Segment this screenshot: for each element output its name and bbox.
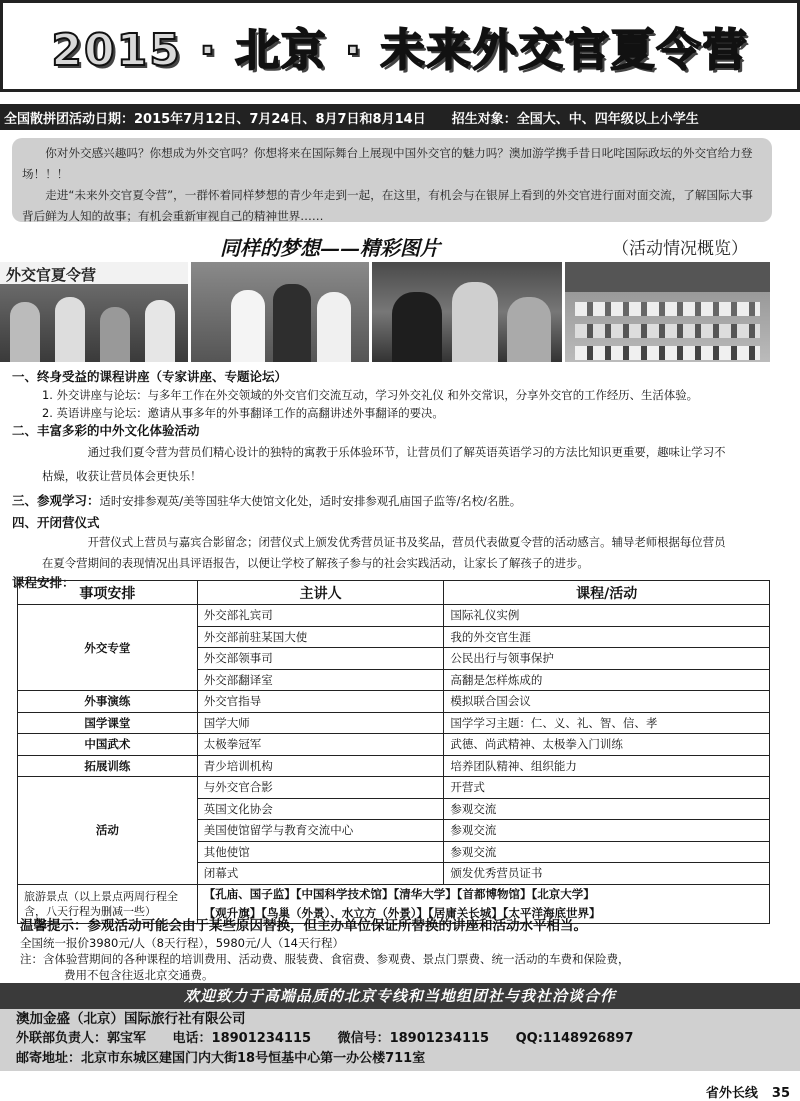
table-row [18, 712, 770, 734]
contact-phone: 电话：18901234115 [172, 1031, 312, 1046]
category-cell: 活动 [18, 777, 198, 885]
section-1-item-2: 2. 英语讲座与论坛：邀请从事多年的外事翻译工作的高翻讲述外事翻译的要决。 [42, 406, 444, 420]
speaker-cell: 外交部领事司 [197, 648, 444, 670]
course-cell: 参观交流 [444, 798, 770, 820]
fee-note-1: 注：含体验营期间的各种课程的培训费用、活动费、服装费、食宿费、参观费、景点门票费、统一活动的车费和保险费， [20, 952, 630, 966]
section-4-body-2: 在夏令营期间的表现情况出具评语报告，以便让学校了解孩子参与的社会实践活动，让家长了解孩子的进步。 [42, 556, 589, 570]
section-name: 省外长线 [705, 1086, 758, 1101]
speaker-cell: 美国使馆留学与教育交流中心 [197, 820, 444, 842]
photo-group-banner [0, 262, 188, 362]
section-2-body-1: 通过我们夏令营为营员们精心设计的独特的寓教于乐体验环节，让营员们了解英语英语学习的方法比知识更重要，趣味让学习不 [87, 445, 726, 459]
speaker-cell: 闭幕式 [197, 863, 444, 885]
page-number: 35 [771, 1086, 790, 1101]
photo-classroom [372, 262, 562, 362]
speaker-cell: 外交部翻译室 [197, 669, 444, 691]
speaker-cell: 国学大师 [197, 712, 444, 734]
course-cell: 培养团队精神、组织能力 [444, 755, 770, 777]
course-cell: 武德、尚武精神、太极拳入门训练 [444, 734, 770, 756]
course-cell: 参观交流 [444, 841, 770, 863]
mailing-address: 邮寄地址：北京市东城区建国门内大街18号恒基中心第一办公楼711室 [16, 1051, 426, 1066]
section-1-item-1: 1. 外交讲座与论坛：与多年工作在外交领域的外交官们交流互动，学习外交礼仪 和外交常识，分享外交官的工作经历、生活体验。 [42, 388, 698, 402]
section-3-body: 适时安排参观英/美等国驻华大使馆文化处，适时安排参观孔庙国子监等/名校/名胜。 [99, 494, 522, 508]
contact-footer [0, 983, 800, 1071]
column-header: 主讲人 [197, 581, 444, 605]
price-line: 全国统一报价3980元/人（8天行程），5980元/人（14天行程） [20, 936, 344, 950]
section-2-body-2: 枯燥，收获让营员体会更快乐！ [42, 469, 202, 483]
program-sections [12, 368, 782, 592]
category-cell: 外事演练 [18, 691, 198, 713]
section-1-title: 一、终身受益的课程讲座（专家讲座、专题论坛） [12, 369, 288, 384]
intro-box [12, 138, 772, 222]
cooperation-banner: 欢迎致力于高端品质的北京专线和当地组团社与我社洽谈合作 [0, 983, 800, 1009]
speaker-cell: 英国文化协会 [197, 798, 444, 820]
company-name: 澳加金盛（北京）国际旅行社有限公司 [16, 1011, 246, 1027]
table-row [18, 755, 770, 777]
course-cell: 模拟联合国会议 [444, 691, 770, 713]
photo-diplomat-students [191, 262, 369, 362]
column-header: 事项安排 [18, 581, 198, 605]
speaker-cell: 其他使馆 [197, 841, 444, 863]
target-audience: 招生对象：全国大、中、四年级以上小学生 [451, 111, 699, 127]
fee-note-2: 费用不包含往返北京交通费。 [64, 968, 214, 982]
category-cell: 国学课堂 [18, 712, 198, 734]
warm-tip: 温馨提示：参观活动可能会由于某些原因替换，但主办单位保证所替换的讲座和活动水平相当。 [20, 918, 587, 934]
speaker-cell: 外交部前驻某国大使 [197, 626, 444, 648]
course-cell: 国学学习主题：仁、义、礼、智、信、孝 [444, 712, 770, 734]
course-cell: 高翻是怎样炼成的 [444, 669, 770, 691]
attractions-line-1: 【孔庙、国子监】【中国科学技术馆】【清华大学】【首都博物馆】【北京大学】 [203, 886, 595, 901]
speaker-cell: 青少培训机构 [197, 755, 444, 777]
photo-overview-label: （活动情况概览） [612, 239, 748, 259]
table-row [18, 605, 770, 627]
schedule-table [17, 580, 770, 924]
table-header-row [18, 581, 770, 605]
photo-audience [565, 262, 770, 362]
page-header [0, 0, 800, 92]
speaker-cell: 外交官指导 [197, 691, 444, 713]
section-4-title: 四、开闭营仪式 [12, 515, 100, 530]
speaker-cell: 与外交官合影 [197, 777, 444, 799]
contact-row [0, 1029, 800, 1049]
section-2-title: 二、丰富多彩的中外文化体验活动 [12, 423, 200, 438]
date-bar [0, 104, 800, 130]
course-cell: 公民出行与领事保护 [444, 648, 770, 670]
page-footer [706, 1082, 790, 1101]
speaker-cell: 外交部礼宾司 [197, 605, 444, 627]
table-row [18, 691, 770, 713]
photo-banner-text: 外交官夏令营 [6, 266, 97, 284]
intro-paragraph-1: 你对外交感兴趣吗？你想成为外交官吗？你想将来在国际舞台上展现中国外交官的魅力吗？澳加游学携手昔日叱咤国际政坛的外交官给力登场！！！ [22, 146, 753, 181]
intro-paragraph-2: 走进“未来外交官夏令营”，一群怀着同样梦想的青少年走到一起，在这里，有机会与在银屏上看到的外交官进行面对面交流，了解国际大事背后鲜为人知的故事；有机会重新审视自己的精神世界…… [22, 188, 753, 223]
table-row [18, 734, 770, 756]
price-notes [20, 935, 780, 983]
course-cell: 开营式 [444, 777, 770, 799]
speaker-cell: 太极拳冠军 [197, 734, 444, 756]
schedule-label: 课程安排： [12, 575, 75, 590]
activity-dates: 全国散拼团活动日期：2015年7月12日、7月24日、8月7日和8月14日 [4, 111, 426, 127]
section-3-title: 三、参观学习： [12, 493, 100, 508]
category-cell: 拓展训练 [18, 755, 198, 777]
course-cell: 我的外交官生涯 [444, 626, 770, 648]
contact-wechat: 微信号：18901234115 [337, 1031, 490, 1046]
section-4-body-1: 开营仪式上营员与嘉宾合影留念；闭营仪式上颁发优秀营员证书及奖品，营员代表做夏令营的活动感言。辅导老师根据每位营员 [87, 535, 726, 549]
photo-caption-row [0, 232, 800, 260]
photo-strip [0, 262, 770, 362]
course-cell: 颁发优秀营员证书 [444, 863, 770, 885]
category-cell: 中国武术 [18, 734, 198, 756]
table-row [18, 777, 770, 799]
contact-qq: QQ:1148926897 [515, 1031, 634, 1046]
photo-slogan: 同样的梦想——精彩图片 [220, 236, 440, 260]
attractions-category-cell: 旅游景点（以上景点两周行程全含，八天行程为删减一些） [18, 884, 198, 923]
column-header: 课程/活动 [444, 581, 770, 605]
page-title: 2015 · 北京 · 未来外交官夏令营 [51, 25, 749, 76]
category-cell: 外交专堂 [18, 605, 198, 691]
section-3 [12, 492, 782, 510]
course-cell: 国际礼仪实例 [444, 605, 770, 627]
attractions-line-2: 【观升旗】【鸟巢（外景）、水立方（外景）】【居庸关长城】【太平洋海底世界】 [203, 905, 601, 920]
contact-manager: 外联部负责人：郭宝军 [16, 1031, 147, 1046]
course-cell: 参观交流 [444, 820, 770, 842]
